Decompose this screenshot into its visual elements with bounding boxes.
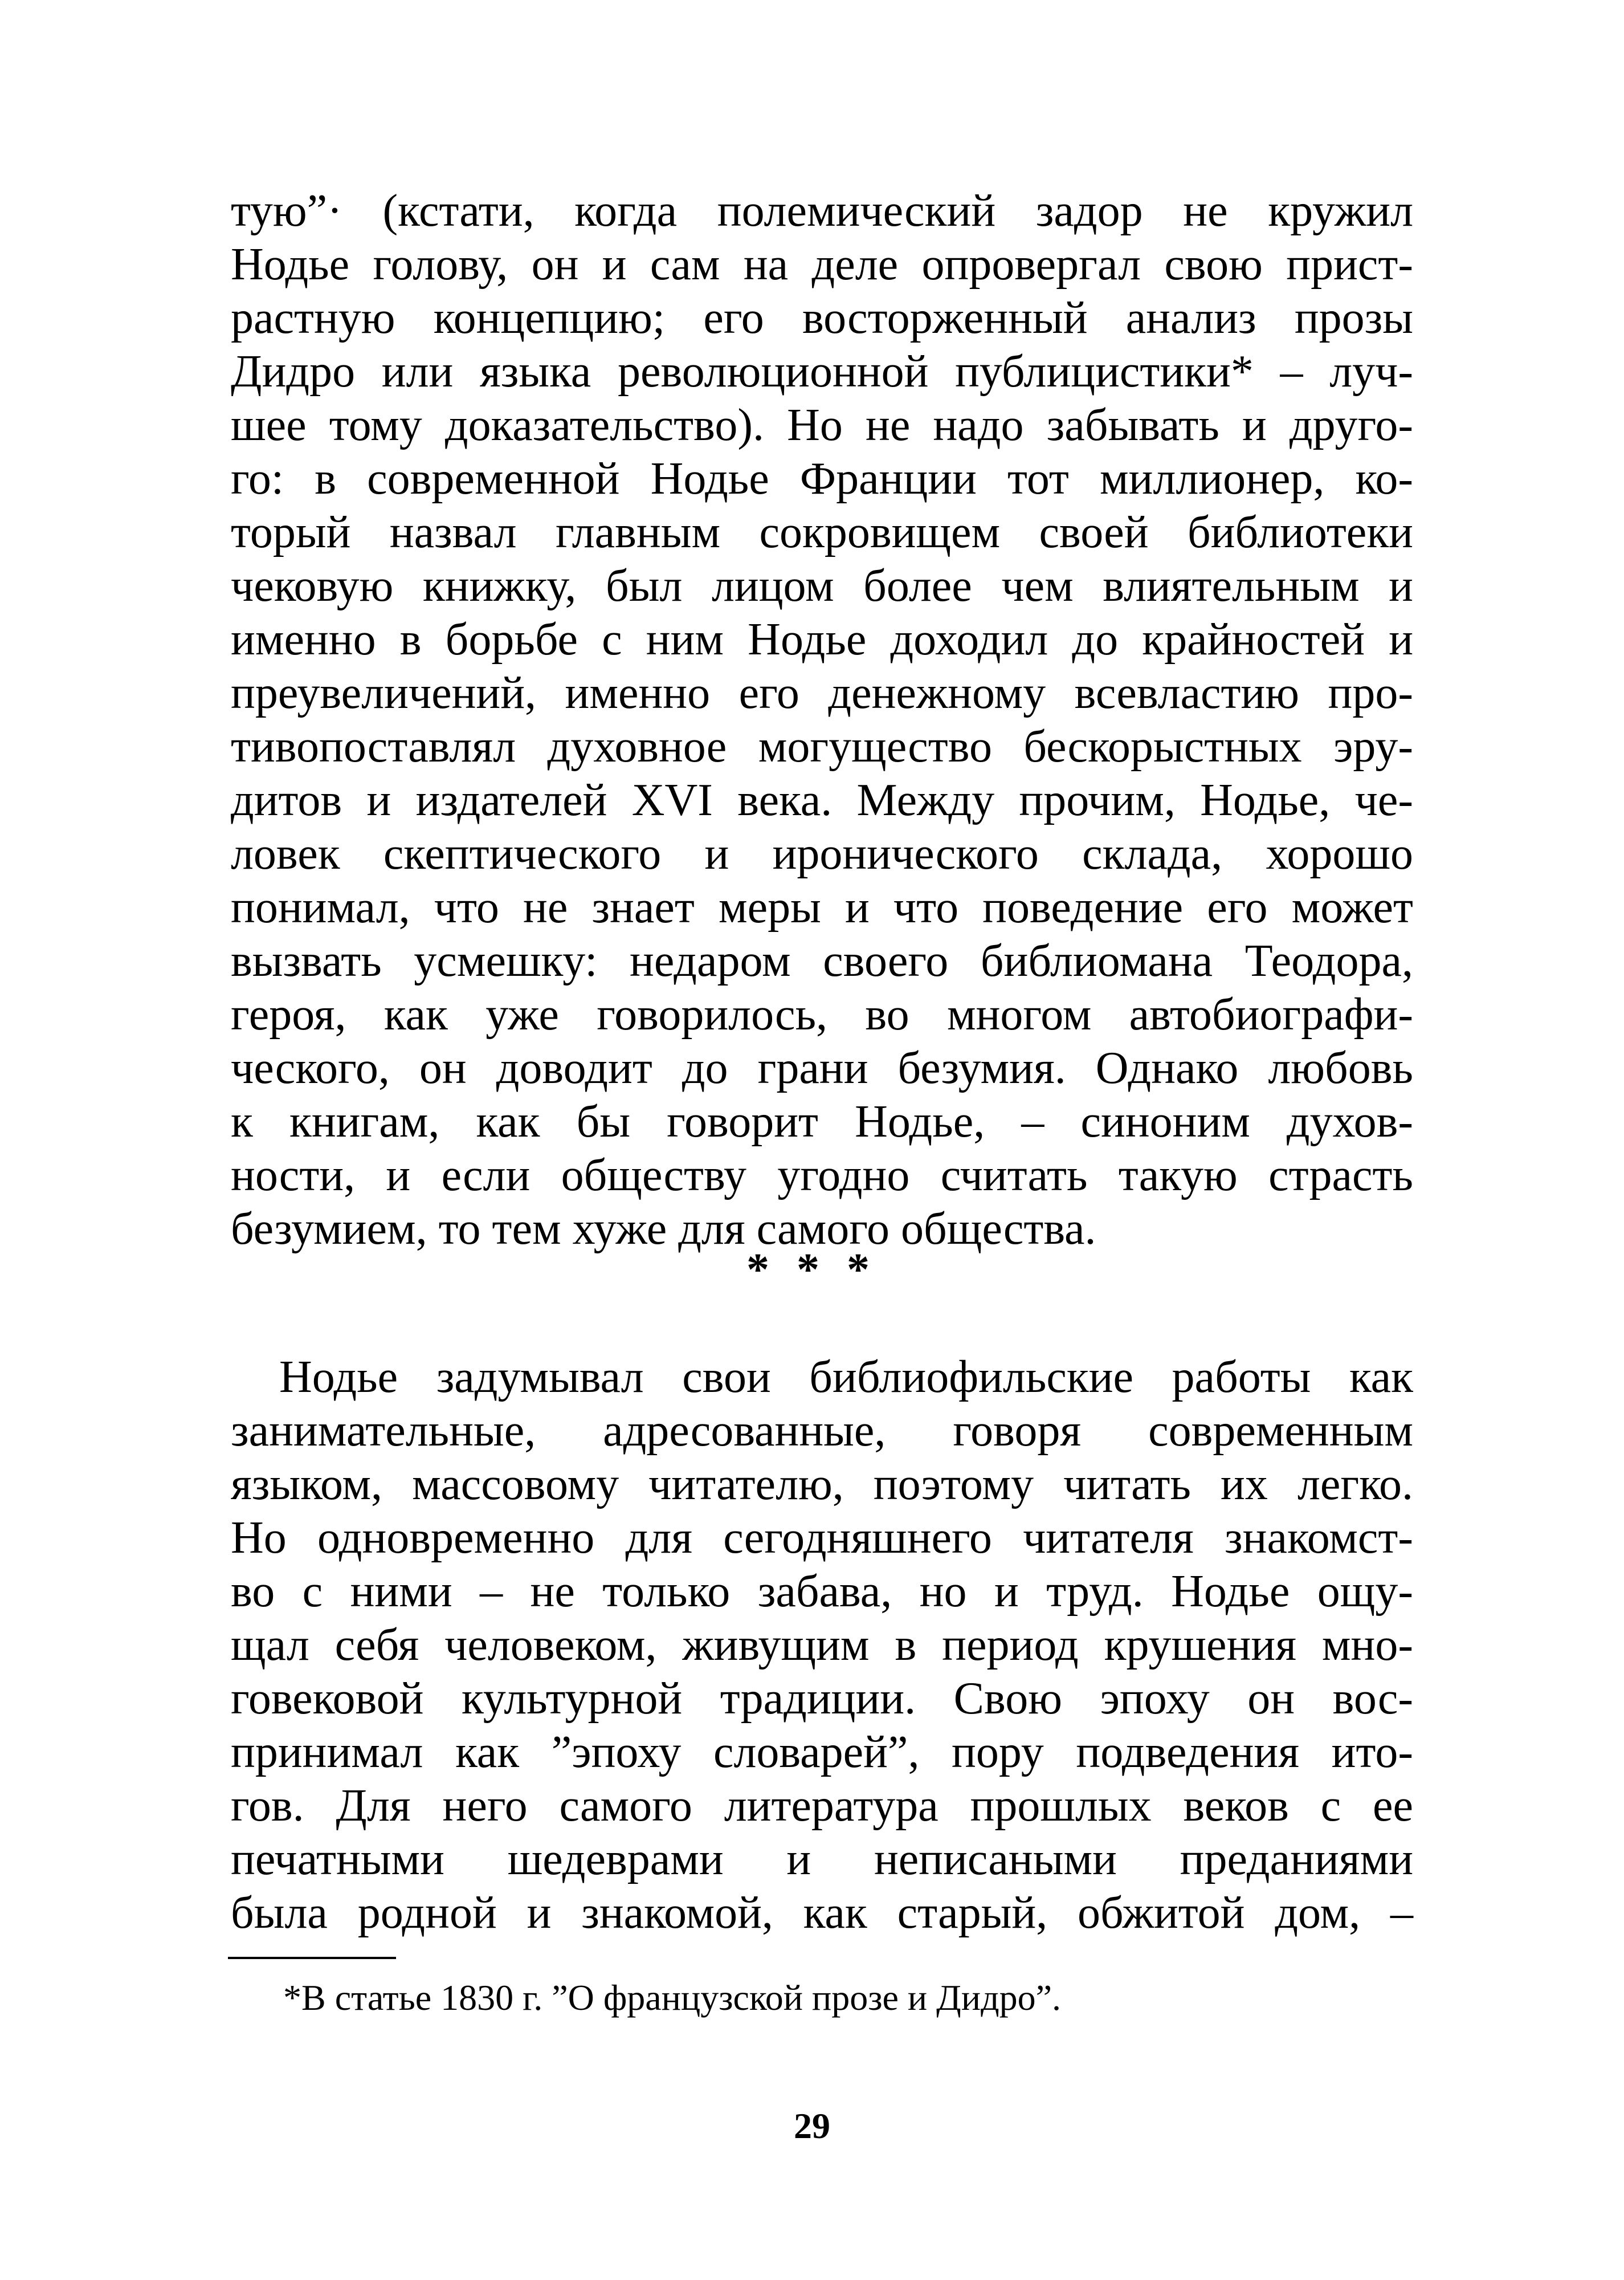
text-line: тивопоставлял духовное могущество бескорыстных эру- <box>231 722 1413 772</box>
text-line: героя, как уже говорилось, во многом автобиографи- <box>231 990 1413 1040</box>
text-line: тую”· (кстати, когда полемический задор не кружил <box>231 186 1413 236</box>
text-line: именно в борьбе с ним Нодье доходил до крайностей и <box>231 614 1413 665</box>
text-line: безумием, то тем хуже для самого общества. <box>231 1204 1096 1254</box>
text-line: ности, и если обществу угодно считать такую страсть <box>231 1150 1413 1200</box>
text-line: во с ними – не только забава, но и труд. Нодье ощу- <box>231 1566 1413 1617</box>
text-line: говековой культурной традиции. Свою эпоху он вос- <box>231 1674 1413 1724</box>
text-line: щал себя человеком, живущим в период крушения мно- <box>231 1620 1413 1670</box>
text-line: языком, массовому читателю, поэтому читать их легко. <box>231 1459 1413 1509</box>
text-line: была родной и знакомой, как старый, обжитой дом, – <box>231 1888 1413 1938</box>
text-line: ловек скептического и иронического склада, хорошо <box>231 829 1413 879</box>
text-line: Но одновременно для сегодняшнего читателя знакомст- <box>231 1513 1413 1563</box>
text-line: вызвать усмешку: недаром своего библиомана Теодора, <box>231 936 1413 986</box>
text-line: к книгам, как бы говорит Нодье, – синоним духов- <box>231 1097 1413 1147</box>
text-line: понимал, что не знает меры и что поведение его может <box>231 882 1413 933</box>
text-line: Дидро или языка революционной публицистики* – луч- <box>231 347 1413 397</box>
text-line: гов. Для него самого литература прошлых веков с ее <box>231 1781 1413 1831</box>
text-line: принимал как ”эпоху словарей”, пору подведения ито- <box>231 1727 1413 1777</box>
text-line: чековую книжку, был лицом более чем влиятельным и <box>231 561 1413 611</box>
footnote: *В статье 1830 г. ”О французской прозе и Дидро”. <box>283 1977 1062 2018</box>
text-line: преувеличений, именно его денежному всевластию про- <box>231 668 1413 718</box>
text-line: Нодье голову, он и сам на деле опровергал свою прист- <box>231 239 1413 290</box>
text-line: ческого, он доводит до грани безумия. Однако любовь <box>231 1043 1413 1093</box>
text-line: печатными шедеврами и неписаными преданиями <box>231 1834 1413 1884</box>
text-line: торый назвал главным сокровищем своей библиотеки <box>231 507 1413 557</box>
text-line: го: в современной Нодье Франции тот миллионер, ко- <box>231 454 1413 504</box>
footnote-divider <box>228 1957 396 1959</box>
page-number: 29 <box>794 2106 830 2146</box>
text-line: дитов и издателей XVI века. Между прочим, Нодье, че- <box>231 775 1413 825</box>
text-line: шее тому доказательство). Но не надо забывать и друго- <box>231 400 1413 450</box>
text-line: Нодье задумывал свои библиофильские работы как <box>279 1352 1413 1402</box>
text-line: занимательные, адресованные, говоря современным <box>231 1406 1413 1456</box>
section-separator: * * * <box>746 1245 878 1295</box>
text-line: растную концепцию; его восторженный анализ прозы <box>231 293 1413 343</box>
